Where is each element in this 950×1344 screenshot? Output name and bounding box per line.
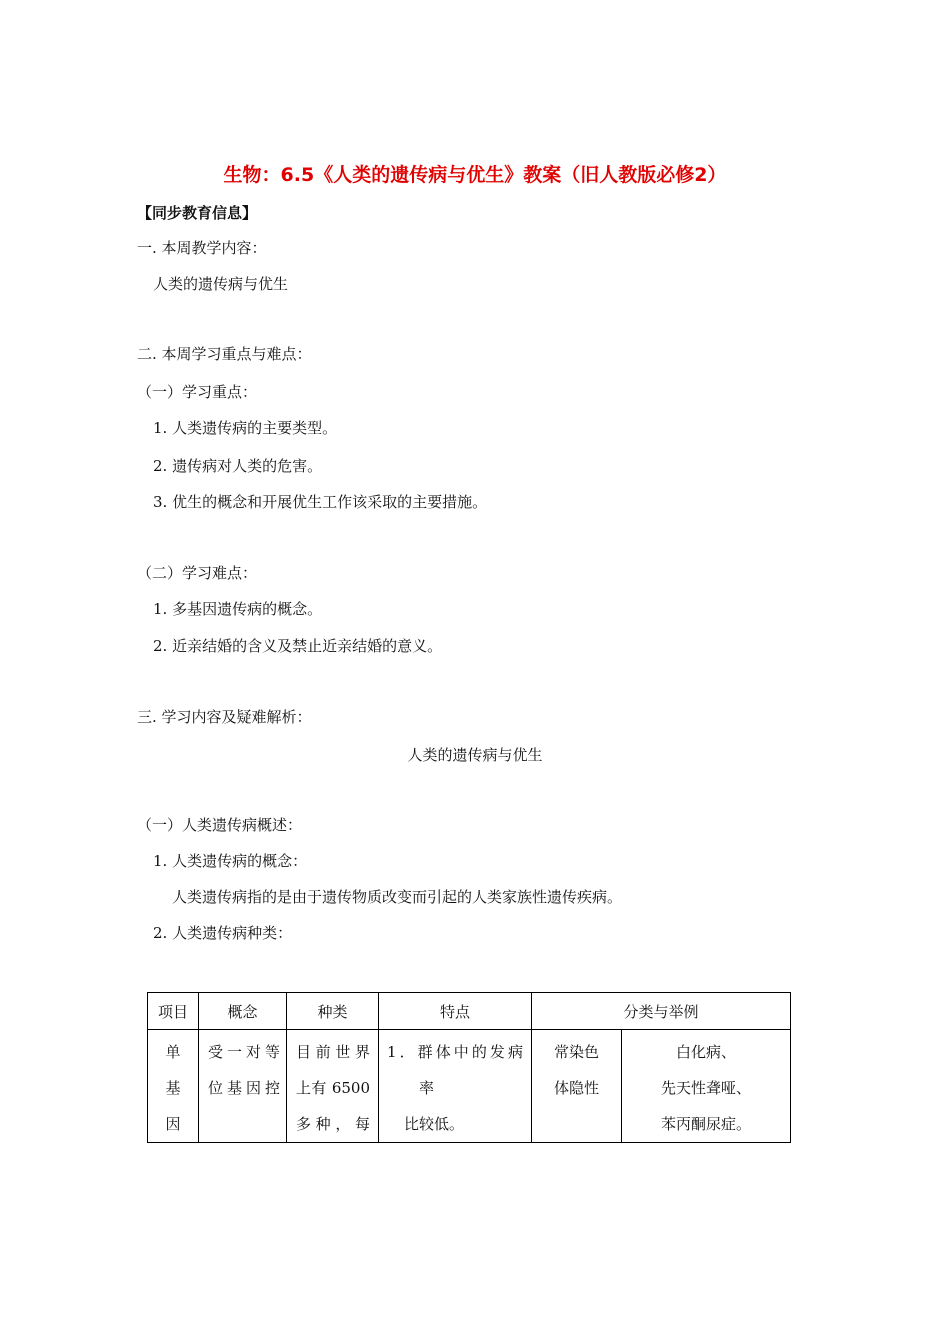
table-header-row [148, 993, 791, 1030]
header-features: 特点 [379, 993, 532, 1030]
cell-item-line: 因 [165, 1115, 181, 1133]
item-concept-heading: 1. 人类遗传病的概念： [153, 852, 308, 870]
subheading-overview: （一）人类遗传病概述： [137, 816, 303, 834]
cell-item [148, 1030, 199, 1143]
heading-teaching-content: 一. 本周教学内容： [137, 239, 267, 257]
cell-concept [199, 1030, 287, 1143]
cell-features [379, 1030, 532, 1143]
item-types-heading: 2. 人类遗传病种类： [153, 924, 293, 942]
cell-examples [622, 1030, 791, 1143]
header-item: 项目 [148, 993, 199, 1030]
subheading-difficult: （二）学习难点： [137, 564, 258, 582]
cell-examples-line: 苯丙酮尿症。 [661, 1115, 752, 1133]
center-title: 人类的遗传病与优生 [407, 746, 543, 764]
difficult-item-2: 2. 近亲结婚的含义及禁止近亲结婚的意义。 [153, 637, 443, 655]
cell-item-line: 单 [165, 1043, 181, 1061]
table-row [148, 1030, 791, 1143]
genetic-disease-table [147, 992, 791, 1143]
cell-types [287, 1030, 379, 1143]
cell-types-line: 目前世界 [296, 1043, 370, 1061]
key-item-1: 1. 人类遗传病的主要类型。 [153, 419, 338, 437]
difficult-item-1: 1. 多基因遗传病的概念。 [153, 600, 323, 618]
heading-learning-content: 三. 学习内容及疑难解析： [137, 708, 312, 726]
heading-key-points: 二. 本周学习重点与难点： [137, 345, 312, 363]
header-types: 种类 [287, 993, 379, 1030]
teaching-content-text: 人类的遗传病与优生 [153, 275, 289, 293]
key-item-3: 3. 优生的概念和开展优生工作该采取的主要措施。 [153, 493, 488, 511]
cell-features-line: 率 [419, 1079, 435, 1097]
cell-features-line: 1．群体中的发病 [387, 1043, 523, 1061]
header-classification: 分类与举例 [532, 993, 791, 1030]
header-concept: 概念 [199, 993, 287, 1030]
cell-examples-line: 白化病、 [676, 1043, 737, 1061]
key-item-2: 2. 遗传病对人类的危害。 [153, 457, 323, 475]
cell-types-line: 多种，每 [296, 1115, 370, 1133]
cell-class-line: 常染色 [553, 1043, 599, 1061]
cell-types-line: 上有 6500 [296, 1079, 370, 1097]
cell-concept-line: 受一对等 [208, 1043, 280, 1061]
document-title: 生物：6.5《人类的遗传病与优生》教案（旧人教版必修2） [223, 164, 727, 186]
cell-examples-line: 先天性聋哑、 [661, 1079, 752, 1097]
cell-class-line: 体隐性 [553, 1079, 599, 1097]
section-label: 【同步教育信息】 [137, 204, 258, 222]
cell-class [532, 1030, 622, 1143]
cell-concept-line: 位基因控 [208, 1079, 280, 1097]
cell-item-line: 基 [165, 1079, 181, 1097]
item-concept-text: 人类遗传病指的是由于遗传物质改变而引起的人类家族性遗传疾病。 [172, 888, 623, 906]
cell-features-line: 比较低。 [404, 1115, 465, 1133]
subheading-key: （一）学习重点： [137, 383, 258, 401]
